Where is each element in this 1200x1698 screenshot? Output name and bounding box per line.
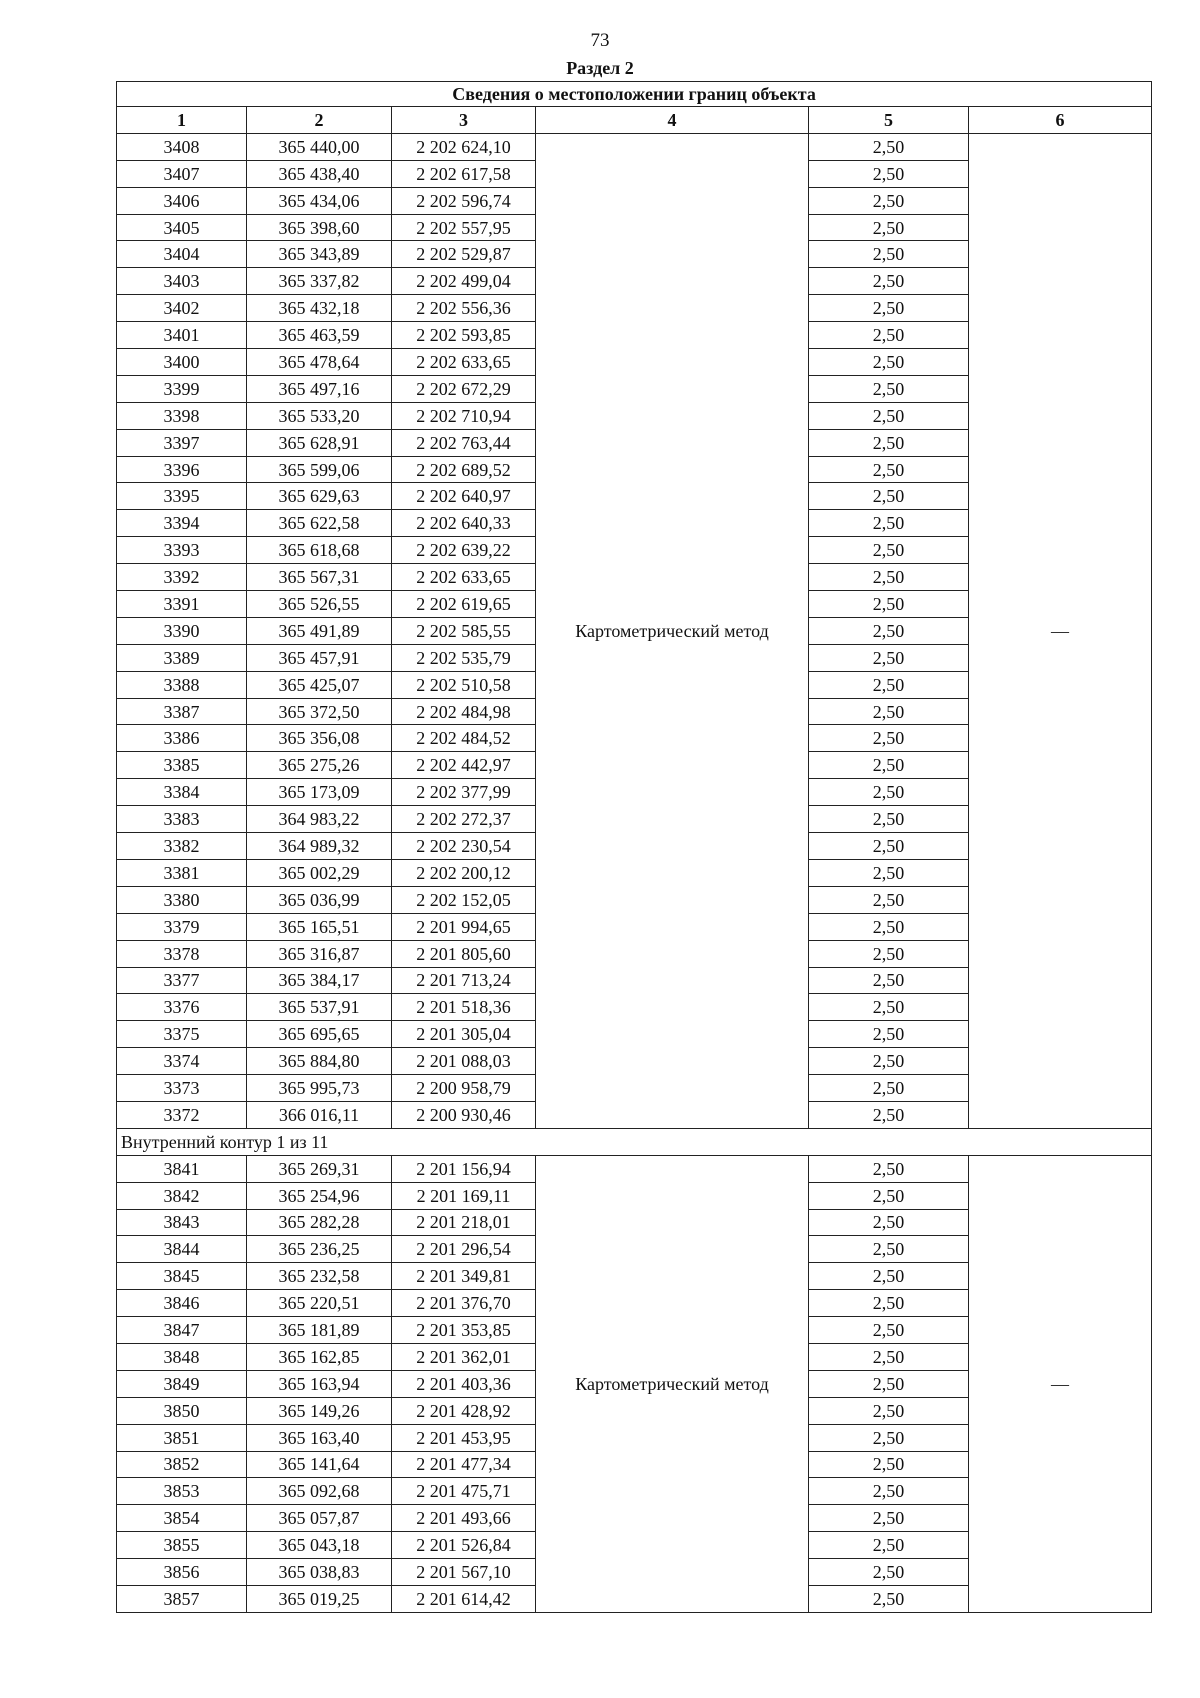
coord-y: 2 202 152,05 (392, 886, 536, 913)
point-number: 3404 (117, 241, 247, 268)
coord-y: 2 202 499,04 (392, 268, 536, 295)
precision-value: 2,50 (809, 1209, 969, 1236)
point-number: 3399 (117, 375, 247, 402)
coord-y: 2 201 169,11 (392, 1182, 536, 1209)
column-header: 5 (809, 107, 969, 134)
coord-y: 2 202 593,85 (392, 322, 536, 349)
coord-x: 365 622,58 (247, 510, 392, 537)
precision-value: 2,50 (809, 1101, 969, 1128)
precision-value: 2,50 (809, 806, 969, 833)
coord-x: 365 995,73 (247, 1075, 392, 1102)
coord-x: 365 141,64 (247, 1451, 392, 1478)
coord-x: 365 269,31 (247, 1155, 392, 1182)
precision-value: 2,50 (809, 564, 969, 591)
coord-y: 2 201 567,10 (392, 1559, 536, 1586)
point-number: 3841 (117, 1155, 247, 1182)
coord-y: 2 202 442,97 (392, 752, 536, 779)
precision-value: 2,50 (809, 1585, 969, 1612)
precision-value: 2,50 (809, 1075, 969, 1102)
coord-y: 2 202 585,55 (392, 617, 536, 644)
coord-y: 2 201 475,71 (392, 1478, 536, 1505)
precision-value: 2,50 (809, 456, 969, 483)
point-number: 3398 (117, 402, 247, 429)
coord-y: 2 201 453,95 (392, 1424, 536, 1451)
precision-value: 2,50 (809, 322, 969, 349)
coord-y: 2 201 493,66 (392, 1505, 536, 1532)
coord-y: 2 202 557,95 (392, 214, 536, 241)
coord-y: 2 202 689,52 (392, 456, 536, 483)
coord-y: 2 202 556,36 (392, 295, 536, 322)
coord-y: 2 202 510,58 (392, 671, 536, 698)
coord-y: 2 201 349,81 (392, 1263, 536, 1290)
point-number: 3373 (117, 1075, 247, 1102)
point-number: 3390 (117, 617, 247, 644)
point-number: 3406 (117, 187, 247, 214)
point-number: 3375 (117, 1021, 247, 1048)
coord-y: 2 200 958,79 (392, 1075, 536, 1102)
precision-value: 2,50 (809, 725, 969, 752)
precision-value: 2,50 (809, 375, 969, 402)
point-number: 3847 (117, 1317, 247, 1344)
point-number: 3372 (117, 1101, 247, 1128)
coord-x: 365 282,28 (247, 1209, 392, 1236)
point-number: 3845 (117, 1263, 247, 1290)
coord-y: 2 202 672,29 (392, 375, 536, 402)
coord-y: 2 202 596,74 (392, 187, 536, 214)
coord-x: 365 618,68 (247, 537, 392, 564)
precision-value: 2,50 (809, 1290, 969, 1317)
coord-y: 2 201 403,36 (392, 1370, 536, 1397)
precision-value: 2,50 (809, 537, 969, 564)
point-number: 3408 (117, 133, 247, 160)
coord-x: 365 398,60 (247, 214, 392, 241)
coord-x: 365 440,00 (247, 133, 392, 160)
column-header: 2 (247, 107, 392, 134)
precision-value: 2,50 (809, 940, 969, 967)
contour-label: Внутренний контур 1 из 11 (117, 1128, 1152, 1155)
precision-value: 2,50 (809, 429, 969, 456)
coord-y: 2 202 200,12 (392, 859, 536, 886)
point-number: 3374 (117, 1048, 247, 1075)
precision-value: 2,50 (809, 1478, 969, 1505)
point-number: 3407 (117, 160, 247, 187)
coord-y: 2 202 624,10 (392, 133, 536, 160)
point-number: 3849 (117, 1370, 247, 1397)
precision-value: 2,50 (809, 349, 969, 376)
coord-y: 2 202 529,87 (392, 241, 536, 268)
coord-x: 365 567,31 (247, 564, 392, 591)
precision-value: 2,50 (809, 295, 969, 322)
precision-value: 2,50 (809, 698, 969, 725)
coord-x: 365 599,06 (247, 456, 392, 483)
coord-y: 2 201 362,01 (392, 1343, 536, 1370)
coord-y: 2 201 614,42 (392, 1585, 536, 1612)
precision-value: 2,50 (809, 1155, 969, 1182)
point-number: 3377 (117, 967, 247, 994)
point-number: 3380 (117, 886, 247, 913)
point-number: 3857 (117, 1585, 247, 1612)
precision-value: 2,50 (809, 779, 969, 806)
coord-x: 365 165,51 (247, 913, 392, 940)
section-title: Раздел 2 (566, 58, 634, 78)
coord-y: 2 202 377,99 (392, 779, 536, 806)
coord-x: 365 019,25 (247, 1585, 392, 1612)
table-row (117, 133, 1152, 160)
coord-x: 365 356,08 (247, 725, 392, 752)
coord-x: 365 434,06 (247, 187, 392, 214)
point-number: 3388 (117, 671, 247, 698)
coord-y: 2 202 633,65 (392, 564, 536, 591)
point-number: 3393 (117, 537, 247, 564)
coord-x: 365 220,51 (247, 1290, 392, 1317)
precision-value: 2,50 (809, 1021, 969, 1048)
coord-y: 2 202 763,44 (392, 429, 536, 456)
coord-x: 365 337,82 (247, 268, 392, 295)
point-number: 3385 (117, 752, 247, 779)
coord-y: 2 201 477,34 (392, 1451, 536, 1478)
precision-value: 2,50 (809, 1424, 969, 1451)
precision-value: 2,50 (809, 1505, 969, 1532)
coord-y: 2 201 156,94 (392, 1155, 536, 1182)
point-number: 3403 (117, 268, 247, 295)
coord-x: 365 236,25 (247, 1236, 392, 1263)
coord-y: 2 202 619,65 (392, 591, 536, 618)
coord-x: 365 463,59 (247, 322, 392, 349)
page-number: 73 (590, 30, 610, 51)
point-number: 3391 (117, 591, 247, 618)
precision-value: 2,50 (809, 752, 969, 779)
coord-y: 2 202 484,52 (392, 725, 536, 752)
point-number: 3382 (117, 833, 247, 860)
coord-y: 2 201 088,03 (392, 1048, 536, 1075)
point-number: 3394 (117, 510, 247, 537)
coord-y: 2 202 617,58 (392, 160, 536, 187)
coord-x: 365 526,55 (247, 591, 392, 618)
point-number: 3395 (117, 483, 247, 510)
coord-x: 365 275,26 (247, 752, 392, 779)
coord-y: 2 202 640,97 (392, 483, 536, 510)
coord-x: 365 254,96 (247, 1182, 392, 1209)
point-number: 3852 (117, 1451, 247, 1478)
coord-x: 365 491,89 (247, 617, 392, 644)
precision-value: 2,50 (809, 268, 969, 295)
point-number: 3381 (117, 859, 247, 886)
table-body (117, 133, 1152, 1612)
point-number: 3376 (117, 994, 247, 1021)
point-number: 3386 (117, 725, 247, 752)
coord-y: 2 201 994,65 (392, 913, 536, 940)
coord-x: 365 002,29 (247, 859, 392, 886)
precision-value: 2,50 (809, 1236, 969, 1263)
coord-x: 365 478,64 (247, 349, 392, 376)
coord-y: 2 202 272,37 (392, 806, 536, 833)
precision-value: 2,50 (809, 483, 969, 510)
column-header: 1 (117, 107, 247, 134)
precision-value: 2,50 (809, 591, 969, 618)
precision-value: 2,50 (809, 1182, 969, 1209)
point-number: 3387 (117, 698, 247, 725)
precision-value: 2,50 (809, 671, 969, 698)
point-number: 3848 (117, 1343, 247, 1370)
column-header: 3 (392, 107, 536, 134)
coord-x: 365 438,40 (247, 160, 392, 187)
coord-y: 2 201 353,85 (392, 1317, 536, 1344)
precision-value: 2,50 (809, 1048, 969, 1075)
precision-value: 2,50 (809, 913, 969, 940)
column-header: 4 (536, 107, 809, 134)
coord-x: 365 149,26 (247, 1397, 392, 1424)
coord-x: 365 425,07 (247, 671, 392, 698)
precision-value: 2,50 (809, 994, 969, 1021)
precision-value: 2,50 (809, 214, 969, 241)
precision-value: 2,50 (809, 886, 969, 913)
coord-x: 365 497,16 (247, 375, 392, 402)
coord-x: 365 163,94 (247, 1370, 392, 1397)
coord-y: 2 202 230,54 (392, 833, 536, 860)
coord-y: 2 201 376,70 (392, 1290, 536, 1317)
boundary-table (116, 81, 1152, 1613)
coord-y: 2 202 484,98 (392, 698, 536, 725)
table-caption: Сведения о местоположении границ объекта (117, 82, 1152, 107)
precision-value: 2,50 (809, 1397, 969, 1424)
coord-x: 365 533,20 (247, 402, 392, 429)
precision-value: 2,50 (809, 510, 969, 537)
precision-value: 2,50 (809, 1370, 969, 1397)
coord-x: 365 036,99 (247, 886, 392, 913)
precision-value: 2,50 (809, 187, 969, 214)
coord-x: 365 092,68 (247, 1478, 392, 1505)
column-header: 6 (969, 107, 1152, 134)
precision-value: 2,50 (809, 1343, 969, 1370)
coord-x: 365 173,09 (247, 779, 392, 806)
precision-value: 2,50 (809, 133, 969, 160)
point-number: 3405 (117, 214, 247, 241)
point-number: 3384 (117, 779, 247, 806)
coord-x: 365 537,91 (247, 994, 392, 1021)
precision-value: 2,50 (809, 1451, 969, 1478)
coord-x: 366 016,11 (247, 1101, 392, 1128)
precision-value: 2,50 (809, 617, 969, 644)
coord-x: 365 057,87 (247, 1505, 392, 1532)
coord-x: 365 316,87 (247, 940, 392, 967)
precision-value: 2,50 (809, 1317, 969, 1344)
coord-x: 364 989,32 (247, 833, 392, 860)
point-number: 3400 (117, 349, 247, 376)
coord-x: 365 884,80 (247, 1048, 392, 1075)
coord-x: 365 232,58 (247, 1263, 392, 1290)
coord-y: 2 201 805,60 (392, 940, 536, 967)
coord-x: 365 457,91 (247, 644, 392, 671)
precision-value: 2,50 (809, 402, 969, 429)
coord-x: 365 162,85 (247, 1343, 392, 1370)
coord-x: 365 181,89 (247, 1317, 392, 1344)
precision-value: 2,50 (809, 859, 969, 886)
precision-value: 2,50 (809, 241, 969, 268)
coord-y: 2 202 535,79 (392, 644, 536, 671)
point-number: 3379 (117, 913, 247, 940)
precision-value: 2,50 (809, 1532, 969, 1559)
coord-y: 2 201 526,84 (392, 1532, 536, 1559)
coord-x: 364 983,22 (247, 806, 392, 833)
coord-x: 365 628,91 (247, 429, 392, 456)
coord-y: 2 201 713,24 (392, 967, 536, 994)
coord-x: 365 038,83 (247, 1559, 392, 1586)
point-number: 3843 (117, 1209, 247, 1236)
coord-x: 365 629,63 (247, 483, 392, 510)
point-number: 3850 (117, 1397, 247, 1424)
precision-value: 2,50 (809, 644, 969, 671)
point-number: 3378 (117, 940, 247, 967)
precision-value: 2,50 (809, 967, 969, 994)
point-number: 3397 (117, 429, 247, 456)
precision-value: 2,50 (809, 1263, 969, 1290)
coord-y: 2 202 710,94 (392, 402, 536, 429)
point-number: 3401 (117, 322, 247, 349)
point-number: 3851 (117, 1424, 247, 1451)
column6-cell: — (969, 1155, 1152, 1612)
precision-value: 2,50 (809, 1559, 969, 1586)
coord-y: 2 202 633,65 (392, 349, 536, 376)
contour-row (117, 1128, 1152, 1155)
point-number: 3854 (117, 1505, 247, 1532)
coord-x: 365 384,17 (247, 967, 392, 994)
point-number: 3396 (117, 456, 247, 483)
coord-x: 365 695,65 (247, 1021, 392, 1048)
point-number: 3856 (117, 1559, 247, 1586)
coord-y: 2 201 305,04 (392, 1021, 536, 1048)
method-cell: Картометрический метод (536, 133, 809, 1128)
coord-y: 2 202 640,33 (392, 510, 536, 537)
coord-x: 365 043,18 (247, 1532, 392, 1559)
coord-x: 365 343,89 (247, 241, 392, 268)
coord-x: 365 432,18 (247, 295, 392, 322)
coord-x: 365 372,50 (247, 698, 392, 725)
point-number: 3392 (117, 564, 247, 591)
column6-cell: — (969, 133, 1152, 1128)
point-number: 3853 (117, 1478, 247, 1505)
point-number: 3389 (117, 644, 247, 671)
coord-y: 2 201 218,01 (392, 1209, 536, 1236)
table-row (117, 1155, 1152, 1182)
precision-value: 2,50 (809, 160, 969, 187)
coord-y: 2 202 639,22 (392, 537, 536, 564)
point-number: 3855 (117, 1532, 247, 1559)
coord-x: 365 163,40 (247, 1424, 392, 1451)
coord-y: 2 201 518,36 (392, 994, 536, 1021)
method-cell: Картометрический метод (536, 1155, 809, 1612)
point-number: 3844 (117, 1236, 247, 1263)
point-number: 3846 (117, 1290, 247, 1317)
point-number: 3402 (117, 295, 247, 322)
point-number: 3383 (117, 806, 247, 833)
precision-value: 2,50 (809, 833, 969, 860)
table-head (117, 82, 1152, 134)
coord-y: 2 201 296,54 (392, 1236, 536, 1263)
coord-y: 2 201 428,92 (392, 1397, 536, 1424)
coord-y: 2 200 930,46 (392, 1101, 536, 1128)
point-number: 3842 (117, 1182, 247, 1209)
